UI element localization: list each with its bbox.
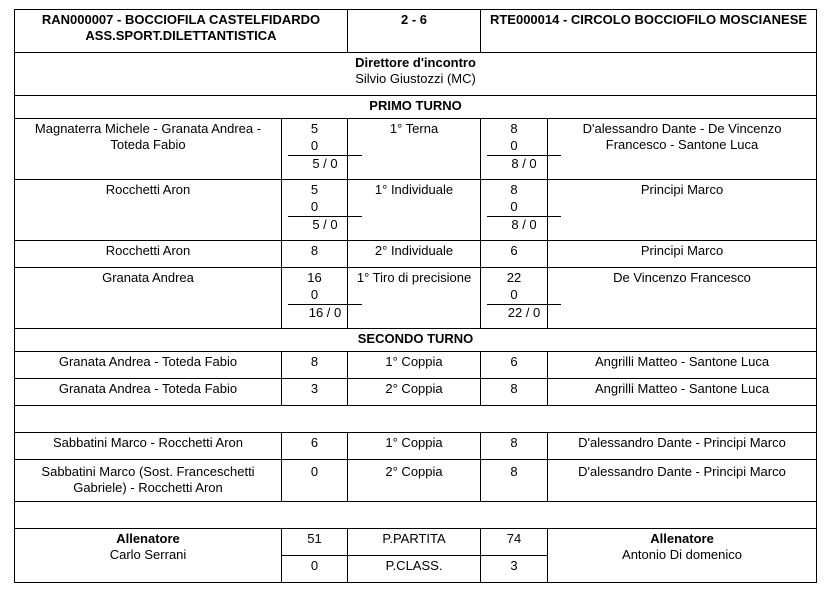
away-score-total: 8 / 0	[487, 216, 561, 234]
away-team-name: RTE000014 - CIRCOLO BOCCIOFILO MOSCIANESE	[481, 10, 817, 53]
home-score: 16	[307, 270, 322, 285]
second-turn-title-row	[15, 329, 817, 352]
class-label: P.CLASS.	[348, 556, 481, 583]
away-score: 22	[506, 270, 522, 285]
away-coach-cell	[548, 529, 817, 583]
director-cell	[15, 53, 817, 96]
home-score-cell	[282, 119, 348, 180]
match-row	[15, 180, 817, 241]
away-players: Angrilli Matteo - Santone Luca	[548, 379, 817, 406]
away-score-total: 22 / 0	[487, 304, 561, 322]
spacer-cell	[15, 502, 817, 529]
partita-away-points: 74	[481, 529, 548, 556]
away-score: 8	[510, 182, 518, 197]
director-row	[15, 53, 817, 96]
match-row	[15, 268, 817, 329]
match-row	[15, 433, 817, 460]
away-score: 8	[510, 121, 518, 136]
match-row	[15, 352, 817, 379]
home-coach-cell	[15, 529, 282, 583]
event-name: 1° Terna	[348, 119, 481, 180]
away-players: Principi Marco	[548, 180, 817, 241]
home-coach-name: Carlo Serrani	[109, 547, 187, 562]
home-players: Granata Andrea	[15, 268, 282, 329]
home-score: 5	[310, 121, 319, 136]
away-players: Angrilli Matteo - Santone Luca	[548, 352, 817, 379]
away-score: 6	[481, 241, 548, 268]
home-sub-score: 0	[310, 199, 319, 214]
away-score: 8	[481, 433, 548, 460]
away-score: 8	[481, 379, 548, 406]
away-coach-name: Antonio Di domenico	[622, 547, 742, 562]
event-name: 2° Coppia	[348, 379, 481, 406]
away-sub-score: 0	[510, 199, 518, 214]
header-row	[15, 10, 817, 53]
event-name: 1° Individuale	[348, 180, 481, 241]
home-score-total: 16 / 0	[288, 304, 362, 322]
away-score-cell	[481, 180, 548, 241]
away-players: D'alessandro Dante - Principi Marco	[548, 460, 817, 502]
class-away-points: 3	[481, 556, 548, 583]
first-turn-title: PRIMO TURNO	[15, 96, 817, 119]
home-score-cell	[282, 180, 348, 241]
home-players: Sabbatini Marco (Sost. Franceschetti Gabriele) - Rocchetti Aron	[15, 460, 282, 502]
partita-home-points: 51	[282, 529, 348, 556]
away-score: 8	[481, 460, 548, 502]
first-turn-title-row	[15, 96, 817, 119]
home-score-cell	[282, 268, 348, 329]
home-players: Magnaterra Michele - Granata Andrea - Toteda Fabio	[15, 119, 282, 180]
away-players: De Vincenzo Francesco	[548, 268, 817, 329]
match-row	[15, 460, 817, 502]
event-name: 2° Coppia	[348, 460, 481, 502]
away-sub-score: 0	[510, 287, 518, 302]
spacer-row	[15, 406, 817, 433]
away-score-cell	[481, 119, 548, 180]
home-score: 3	[282, 379, 348, 406]
spacer-row	[15, 502, 817, 529]
event-name: 1° Tiro di precisione	[348, 268, 481, 329]
home-score: 5	[310, 182, 319, 197]
home-score: 6	[282, 433, 348, 460]
home-coach-label: Allenatore	[116, 531, 180, 546]
away-score-total: 8 / 0	[487, 155, 561, 173]
class-home-points: 0	[282, 556, 348, 583]
home-sub-score: 0	[310, 138, 319, 153]
away-coach-label: Allenatore	[650, 531, 714, 546]
home-players: Rocchetti Aron	[15, 241, 282, 268]
event-name: 1° Coppia	[348, 352, 481, 379]
event-name: 1° Coppia	[348, 433, 481, 460]
away-score: 6	[481, 352, 548, 379]
away-players: D'alessandro Dante - Principi Marco	[548, 433, 817, 460]
home-sub-score: 0	[310, 287, 319, 302]
spacer-cell	[15, 406, 817, 433]
home-score-total: 5 / 0	[288, 216, 362, 234]
home-players: Rocchetti Aron	[15, 180, 282, 241]
event-name: 2° Individuale	[348, 241, 481, 268]
partita-row	[15, 529, 817, 556]
match-report-table	[14, 9, 817, 583]
partita-label: P.PARTITA	[348, 529, 481, 556]
home-team-name: RAN000007 - BOCCIOFILA CASTELFIDARDO ASS.SPORT.DILETTANTISTICA	[15, 10, 348, 53]
match-row	[15, 379, 817, 406]
second-turn-title: SECONDO TURNO	[15, 329, 817, 352]
home-players: Sabbatini Marco - Rocchetti Aron	[15, 433, 282, 460]
match-row	[15, 241, 817, 268]
away-players: D'alessandro Dante - De Vincenzo Francesco - Santone Luca	[548, 119, 817, 180]
match-score: 2 - 6	[348, 10, 481, 53]
away-players: Principi Marco	[548, 241, 817, 268]
home-score: 8	[282, 352, 348, 379]
match-row	[15, 119, 817, 180]
home-players: Granata Andrea - Toteda Fabio	[15, 352, 282, 379]
away-score-cell	[481, 268, 548, 329]
home-players: Granata Andrea - Toteda Fabio	[15, 379, 282, 406]
away-sub-score: 0	[510, 138, 518, 153]
director-name: Silvio Giustozzi (MC)	[355, 71, 476, 86]
director-label: Direttore d'incontro	[355, 55, 476, 70]
home-score-total: 5 / 0	[288, 155, 362, 173]
match-report-sheet	[14, 9, 816, 583]
home-score: 8	[282, 241, 348, 268]
home-score: 0	[282, 460, 348, 502]
